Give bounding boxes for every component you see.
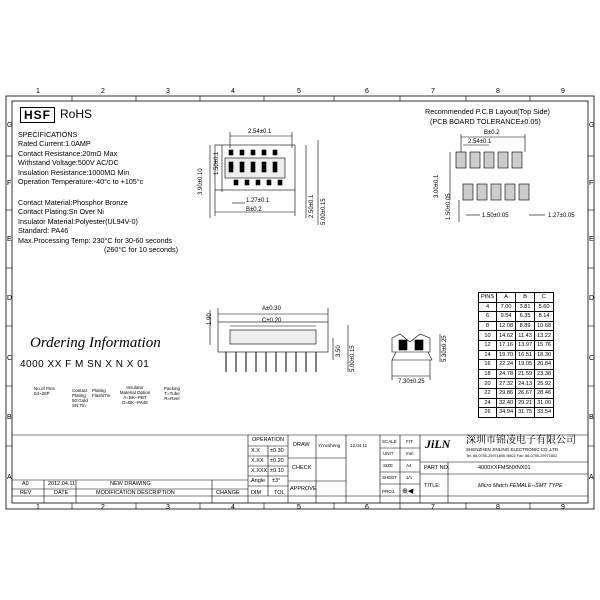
row-letter: E: [7, 236, 12, 243]
table-cell: 23.38: [535, 369, 554, 379]
rev-header: REV: [20, 490, 32, 496]
table-cell: 19.70: [497, 350, 516, 360]
dim-pitch-small: 1.27±0.1: [246, 198, 270, 204]
table-cell: 13.22: [535, 331, 554, 341]
size-value: A4: [406, 463, 412, 468]
material-line: (260°C for 10 seconds): [104, 245, 178, 255]
front-dim-a: A±0.30: [262, 306, 281, 312]
table-header: C: [535, 293, 554, 303]
part-no-value: 4000XXFMSNXNX01: [478, 465, 531, 471]
table-cell: 31.00: [535, 398, 554, 408]
row-letter: B: [7, 414, 12, 421]
tol-angle: Angle: [251, 478, 266, 484]
side-dim-730: 7.30±0.25: [398, 379, 425, 385]
row-letter: D: [589, 295, 595, 302]
col-number: 5: [297, 504, 301, 511]
front-dim-190: 1.90: [207, 313, 213, 325]
table-cell: 26: [479, 408, 497, 418]
pcb-dim-300: 3.00±0.1: [434, 174, 440, 198]
row-letter: D: [7, 295, 13, 302]
approve-label: APPROVE: [290, 486, 317, 492]
dim-h2: 1.50±0.1: [214, 151, 220, 175]
table-row: [479, 369, 554, 379]
table-cell: 28.46: [535, 388, 554, 398]
table-cell: 5.60: [535, 302, 554, 312]
company-name-cn: 深圳市锦凌电子有限公司: [466, 435, 576, 446]
tol-xxx-value: ±0.10: [270, 468, 284, 474]
table-row: [479, 350, 554, 360]
table-cell: 33.54: [535, 408, 554, 418]
hsf-badge: HSF: [20, 107, 55, 123]
table-cell: 18.30: [535, 350, 554, 360]
col-number: 9: [561, 88, 565, 95]
drawing-title: Micro Match FEMALE--SMT TYPE: [478, 483, 563, 489]
size-label: SIZE: [383, 463, 394, 468]
table-cell: 8.14: [535, 312, 554, 322]
dim-header: DIM: [251, 490, 262, 496]
table-cell: 22: [479, 388, 497, 398]
dim-pitch: 2.54±0.1: [248, 129, 272, 135]
table-cell: 29.21: [516, 398, 535, 408]
table-header-row: [479, 293, 554, 303]
table-cell: 8.89: [516, 321, 535, 331]
table-row: [479, 321, 554, 331]
proj-label: PROJ.: [382, 489, 396, 494]
col-number: 8: [496, 88, 500, 95]
rev-desc: NEW DRAWING: [110, 481, 151, 487]
table-cell: 13.97: [516, 340, 535, 350]
material-line: Insulator Material:Polyester(UL94V-0): [18, 216, 138, 226]
rev-value: A0: [22, 481, 29, 487]
col-number: 1: [36, 88, 40, 95]
change-header: CHANGE: [216, 490, 240, 496]
title-label: TITLE:: [424, 483, 441, 489]
table-cell: 18: [479, 369, 497, 379]
table-cell: 16.51: [516, 350, 535, 360]
desc-header: MODIFICATION DESCRIPTION: [96, 490, 175, 496]
table-row: [479, 360, 554, 370]
table-cell: 21.59: [516, 369, 535, 379]
tol-xx: X.XX: [251, 458, 264, 464]
tol-x-value: ±0.30: [270, 448, 284, 454]
note-pins: No.of Pins 04~26P: [34, 386, 55, 396]
material-line: Standard: PA46: [18, 226, 69, 236]
table-cell: 3.81: [516, 302, 535, 312]
row-letter: A: [7, 474, 12, 481]
specifications: [18, 130, 143, 186]
table-cell: 10: [479, 331, 497, 341]
projection-icon: ⊕◀: [402, 488, 414, 495]
col-number: 7: [431, 504, 435, 511]
spec-line: Contact Resistance:20mΩ Max: [18, 148, 118, 158]
part-no-label: PART NO.: [424, 465, 450, 471]
company-name-en: SHENZHEN JINLING ELECTRONIC CO.,LTD: [466, 447, 559, 452]
dim-b: B±0.2: [246, 207, 262, 213]
scale-label: SCALE: [382, 439, 397, 444]
material-line: Max.Processing Temp: 230°C for 30-60 seconds: [18, 235, 173, 245]
pin-table: [478, 292, 554, 418]
table-cell: 24: [479, 398, 497, 408]
pcb-title: Recommended P.C.B Layout(Top Side): [425, 107, 550, 116]
table-cell: 25.92: [535, 379, 554, 389]
table-cell: 4: [479, 302, 497, 312]
row-letter: F: [7, 180, 12, 187]
spec-line: Operation Temperature:-40°c to +105°c: [18, 177, 144, 187]
scale-value: FIT: [406, 439, 413, 444]
table-row: [479, 312, 554, 322]
drawer-name: YiYuSheng: [318, 443, 341, 448]
pcb-dim-150b: 1.50±0.05: [482, 213, 509, 219]
col-number: 2: [101, 504, 105, 511]
spec-line: Withstand Voltage:500V AC/DC: [18, 158, 119, 168]
side-view: [392, 334, 440, 380]
side-dim-500: 5.00±0.15: [350, 345, 356, 372]
materials: [18, 198, 178, 254]
table-cell: 20.84: [535, 360, 554, 370]
table-cell: 12.08: [497, 321, 516, 331]
table-cell: 14.62: [497, 331, 516, 341]
table-cell: 24.13: [516, 379, 535, 389]
table-cell: 31.75: [516, 408, 535, 418]
tol-header: TOL: [274, 490, 285, 496]
table-header: A: [497, 293, 516, 303]
company-tel: Tel: 86-0755-29971806 /5802 Fax: 86-0755-29971802: [466, 454, 558, 458]
side-dim-530: 5.30±0.25: [442, 335, 448, 362]
spec-line: Insulation Resistance:1000MΩ Min: [18, 167, 130, 177]
note-plating: Plating Flash/Tin: [92, 388, 111, 398]
company-logo: JiLN: [425, 437, 451, 451]
unit-value: mm: [406, 451, 414, 456]
note-contact: Contact Plating 50:Gold SN:Tin: [72, 388, 88, 408]
note-packing: Packing T=Tube R=Reel: [163, 386, 180, 401]
rev-date: 2012.04.11: [48, 481, 76, 487]
table-header: B: [516, 293, 535, 303]
col-number: 3: [166, 504, 170, 511]
col-number: 5: [297, 88, 301, 95]
pcb-dim-b: B±0.2: [484, 130, 500, 136]
table-cell: 15.76: [535, 340, 554, 350]
row-letter: G: [589, 122, 595, 129]
pcb-dim-150: 1.50±0.05: [446, 193, 452, 220]
row-letter: C: [589, 355, 595, 362]
table-row: [479, 388, 554, 398]
table-row: [479, 302, 554, 312]
dim-500: 5.00±0.15: [321, 198, 327, 225]
row-letter: G: [7, 122, 13, 129]
col-number: 6: [365, 504, 369, 511]
row-letter: E: [589, 236, 594, 243]
col-number: 1: [36, 504, 40, 511]
pcb-layout: [450, 134, 545, 222]
top-view: [210, 132, 318, 225]
front-dim-c: C±0.20: [262, 318, 282, 324]
dim-height: 3.90±0.10: [198, 168, 204, 195]
col-number: 9: [561, 504, 565, 511]
row-letter: B: [589, 414, 594, 421]
col-number: 4: [231, 504, 235, 511]
check-label: CHECK: [292, 465, 312, 471]
spec-line: Rated Current:1.0AMP: [18, 139, 91, 149]
material-line: Contact Plating:Sn Over Ni: [18, 207, 104, 217]
date-header: DATE: [54, 490, 69, 496]
table-cell: 6.35: [516, 312, 535, 322]
tol-angle-value: ±3°: [272, 478, 281, 484]
col-number: 2: [101, 88, 105, 95]
table-cell: 7.00: [497, 302, 516, 312]
table-cell: 26.67: [516, 388, 535, 398]
table-cell: 9.54: [497, 312, 516, 322]
sheet-label: SHEET: [382, 475, 398, 480]
table-cell: 14: [479, 350, 497, 360]
operation-label: OPERATION: [252, 437, 284, 443]
table-cell: 24.78: [497, 369, 516, 379]
dim-250: 2.50±0.1: [309, 194, 315, 218]
tol-xx-value: ±0.20: [270, 458, 284, 464]
side-dim-350: 3.50: [336, 345, 342, 357]
ordering-title: Ordering Information: [30, 335, 161, 351]
pcb-tolerance: (PCB BOARD TOLERANCE±0.05): [430, 117, 541, 126]
table-row: [479, 408, 554, 418]
row-letter: F: [589, 180, 594, 187]
col-number: 3: [166, 88, 170, 95]
col-number: 6: [365, 88, 369, 95]
col-number: 4: [231, 88, 235, 95]
ordering-code: 4000 XX F M SN X N X 01: [20, 359, 150, 370]
draw-date: 12.04.11: [350, 443, 368, 448]
tol-x: X.X: [251, 448, 260, 454]
table-cell: 29.86: [497, 388, 516, 398]
unit-label: UNIT: [383, 451, 394, 456]
table-cell: 11.43: [516, 331, 535, 341]
table-cell: 19.05: [516, 360, 535, 370]
table-row: [479, 379, 554, 389]
pcb-dim-127: 1.27±0.05: [548, 213, 575, 219]
table-row: [479, 398, 554, 408]
table-cell: 6: [479, 312, 497, 322]
table-cell: 34.94: [497, 408, 516, 418]
table-cell: 8: [479, 321, 497, 331]
sheet-value: 1/1: [406, 475, 413, 480]
draw-label: DRAW: [293, 442, 310, 448]
note-insulator: Insulator Material Option A=BK--PBT D=BK--PA46: [119, 385, 151, 405]
table-cell: 20: [479, 379, 497, 389]
table-cell: 16: [479, 360, 497, 370]
table-cell: 17.16: [497, 340, 516, 350]
row-letter: C: [7, 355, 13, 362]
material-line: Contact Material:Phosphor Bronze: [18, 198, 128, 207]
table-cell: 12: [479, 340, 497, 350]
table-header: PINS: [479, 293, 497, 303]
tol-xxx: X.XXX: [251, 468, 268, 474]
table-row: [479, 340, 554, 350]
row-letter: A: [589, 474, 594, 481]
table-cell: 22.24: [497, 360, 516, 370]
col-number: 7: [431, 88, 435, 95]
rohs-label: RoHS: [60, 107, 93, 121]
table-cell: 32.40: [497, 398, 516, 408]
table-cell: 27.32: [497, 379, 516, 389]
pcb-dim-pitch: 2.54±0.1: [468, 139, 492, 145]
spec-title: SPECIFICATIONS: [18, 130, 78, 139]
table-row: [479, 331, 554, 341]
table-cell: 10.68: [535, 321, 554, 331]
col-number: 8: [496, 504, 500, 511]
